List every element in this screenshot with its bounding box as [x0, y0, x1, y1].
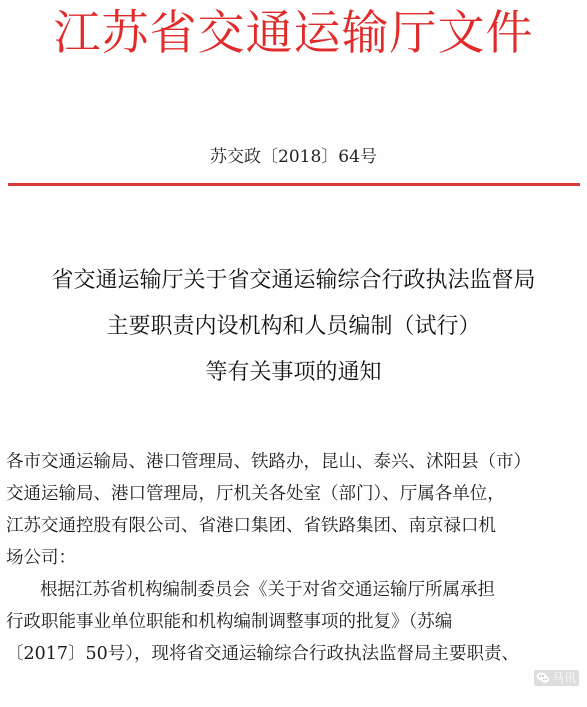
- notice-title-line-2: 主要职责内设机构和人员编制（试行）: [106, 314, 481, 339]
- notice-body: [6, 446, 584, 670]
- addressee-line-3: 江苏交通控股有限公司、省港口集团、省铁路集团、南京禄口机: [6, 516, 496, 536]
- body-paragraph-line-1: 根据江苏省机构编制委员会《关于对省交通运输厅所属承担: [40, 580, 495, 600]
- watermark-text: 马讯: [551, 671, 576, 685]
- wechat-icon: [536, 671, 550, 685]
- body-paragraph-line-3: 〔2017〕50号），现将省交通运输综合行政执法监督局主要职责、: [6, 644, 520, 664]
- addressee-line-1: 各市交通运输局、港口管理局、铁路办，昆山、泰兴、沭阳县（市）: [6, 452, 531, 472]
- notice-title-line-3: 等有关事项的通知: [205, 360, 382, 385]
- notice-title-line-1: 省交通运输厅关于省交通运输综合行政执法监督局: [51, 268, 536, 293]
- addressee-line-2: 交通运输局、港口管理局，厅机关各处室（部门）、厅属各单位，: [6, 484, 505, 504]
- document-number: 苏交政〔2018〕64号: [210, 147, 377, 167]
- body-paragraph-line-2: 行政职能事业单位职能和机构编制调整事项的批复》（苏编: [6, 612, 453, 632]
- document-header-title: 江苏省交通运输厅文件: [53, 6, 534, 61]
- notice-title: [0, 258, 587, 396]
- wechat-watermark: [534, 670, 579, 686]
- red-divider-line: [8, 183, 580, 186]
- addressee-line-4: 场公司：: [6, 548, 76, 568]
